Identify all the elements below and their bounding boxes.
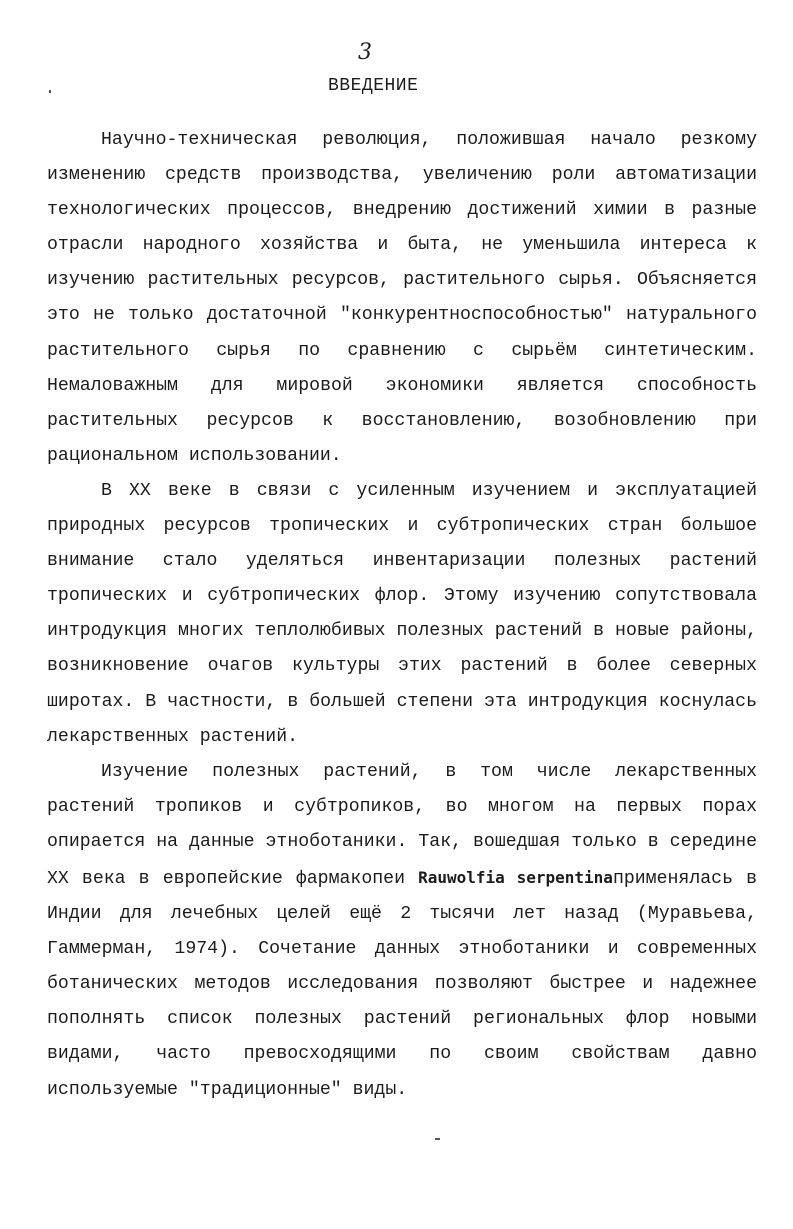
body-text: [47, 123, 757, 1108]
page-heading: ВВЕДЕНИЕ: [328, 76, 419, 96]
paragraph-1: Научно-техническая революция, положившая начало резкому изменению средств производства, увеличению роли автоматизации технологических процессов, внедрению достижений химии в разные отрасли народного хозяйства и быта, не уменьшила интереса к изучению растительных ресурсов, растительного сырья. Объясняется это не только достаточной "конкурентноспособностью" натурального растительного сырья по сравнению с сырьём синтетическим. Немаловажным для мировой экономики является способность растительных ресурсов к восстановлению, возобновлению при рациональном использовании.: [47, 130, 757, 466]
scan-speck: [435, 1138, 440, 1140]
paragraph-3: [47, 755, 757, 1108]
paragraph-3-after: применялась в Индии для лечебных целей ещё 2 тысячи лет назад (Муравьева, Гаммерман, 1974). Сочетание данных этноботаники и современных ботанических методов исследования позволяют быстрее и надежнее пополнять список полезных растений региональных флор новыми видами, часто превосходящими по своим свойствам давно используемые "традиционные" виды.: [47, 868, 758, 1100]
scan-speck: [49, 90, 51, 93]
paragraph-2: В XX веке в связи с усиленным изучением и эксплуатацией природных ресурсов тропических и субтропических стран большое внимание стало уделяться инвентаризации полезных растений тропических и субтропических флор. Этому изучению сопутствовала интродукция многих теплолюбивых полезных растений в новые районы, возникновение очагов культуры этих растений в более северных широтах. В частности, в большей степени эта интродукция коснулась лекарственных растений.: [47, 480, 757, 747]
paragraph-3-before: Изучение полезных растений, в том числе лекарственных растений тропиков и субтропиков, во многом на первых порах опирается на данные этноботаники. Так, вошедшая только в середине XX века в европейские фармакопеи: [47, 761, 757, 889]
latin-species-name: Rauwolfia serpentina: [418, 867, 613, 887]
page-number: 3: [358, 40, 372, 65]
